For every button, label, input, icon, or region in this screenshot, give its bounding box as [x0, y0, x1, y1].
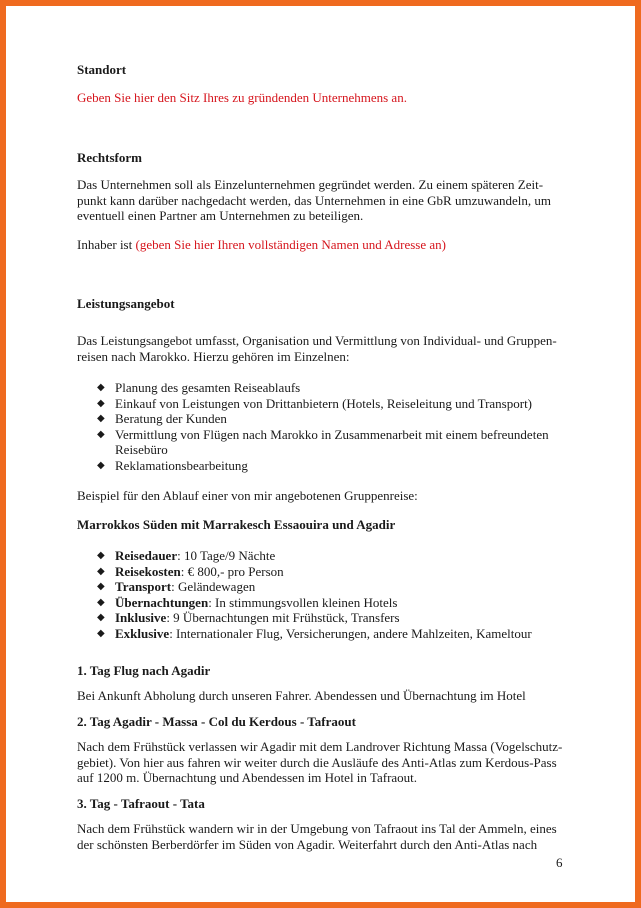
leistungsangebot-intro	[77, 333, 567, 364]
standort-instruction: Geben Sie hier den Sitz Ihres zu gründenden Unternehmens an.	[77, 90, 407, 105]
owner-line	[77, 237, 567, 253]
tour-title: Marrokkos Süden mit Marrakesch Essaouira und Agadir	[77, 517, 396, 532]
paragraph-line: der schönsten Berberdörfer im Süden von Agadir. Weiterfahrt durch den Anti-Atlas nach	[77, 836, 538, 852]
bullet-icon: ◆	[97, 397, 105, 409]
bullet-icon: ◆	[97, 565, 105, 577]
bullet-icon: ◆	[97, 581, 105, 592]
day-1-text	[77, 688, 567, 704]
bullet-icon: ◆	[97, 459, 105, 471]
bullet-icon: ◆	[97, 428, 105, 440]
list-item: ◆ Inklusive: 9 Übernachtungen mit Frühstück, Transfers	[97, 610, 400, 625]
day-3-heading: 3. Tag - Tafraout - Tata	[77, 796, 205, 811]
list-item: ◆ Reisekosten: € 800,- pro Person	[97, 563, 284, 579]
rechtsform-paragraph	[77, 177, 567, 224]
paragraph-line: Das Leistungsangebot umfasst, Organisation und Vermittlung von Individual- und Gruppen-	[77, 333, 557, 348]
rechtsform-heading: Rechtsform	[77, 150, 142, 165]
paragraph-line: reisen nach Marokko. Hierzu gehören im Einzelnen:	[77, 348, 350, 364]
list-item: ◆ Transport: Geländewagen	[97, 579, 256, 594]
paragraph-line: gebiet). Von hier aus fahren wir weiter durch die Ausläufe des Anti-Atlas zum Kerdous-Pass	[77, 754, 557, 770]
example-intro: Beispiel für den Ablauf einer von mir angebotenen Gruppenreise:	[77, 488, 418, 503]
standort-heading: Standort	[77, 62, 127, 77]
list-item: ◆ Planung des gesamten Reiseablaufs	[97, 380, 301, 395]
paragraph-line: Das Unternehmen soll als Einzelunternehmen gegründet werden. Zu einem späteren Zeit-	[77, 177, 544, 192]
tour-details-list	[77, 548, 567, 641]
list-item: ◆ Vermittlung von Flügen nach Marokko in Zusammenarbeit mit einem befreundeten Reisebüro	[97, 426, 549, 457]
day-2-heading: 2. Tag Agadir - Massa - Col du Kerdous - Tafraout	[77, 714, 356, 729]
list-item: ◆ Übernachtungen: In stimmungsvollen kleinen Hotels	[97, 594, 398, 610]
owner-prefix: Inhaber ist	[77, 237, 136, 252]
paragraph-line: punkt kann darüber nachgedacht werden, das Unternehmen in eine GbR umzuwandeln, um	[77, 192, 551, 208]
paragraph-line: Nach dem Frühstück verlassen wir Agadir mit dem Landrover Richtung Massa (Vogelschutz-	[77, 739, 563, 754]
paragraph-line: Nach dem Frühstück wandern wir in der Umgebung von Tafraout ins Tal der Ammeln, eines	[77, 821, 557, 836]
paragraph-line: Bei Ankunft Abholung durch unseren Fahrer. Abendessen und Übernachtung im Hotel	[77, 688, 526, 703]
bullet-icon: ◆	[97, 413, 105, 424]
list-item: ◆ Reisedauer: 10 Tage/9 Nächte	[97, 548, 276, 563]
list-item: ◆ Einkauf von Leistungen von Drittanbietern (Hotels, Reiseleitung und Transport)	[97, 395, 533, 411]
owner-instruction: (geben Sie hier Ihren vollständigen Namen und Adresse an)	[135, 237, 446, 252]
list-item: ◆ Reklamationsbearbeitung	[97, 457, 248, 473]
bullet-icon: ◆	[97, 382, 105, 393]
paragraph-line: auf 1200 m. Übernachtung und Abendessen im Hotel in Tafraout.	[77, 770, 418, 785]
paragraph-line: eventuell einen Partner am Unternehmen zu beteiligen.	[77, 208, 364, 223]
day-1-heading: 1. Tag Flug nach Agadir	[77, 663, 211, 678]
services-list	[77, 380, 567, 473]
bullet-icon: ◆	[97, 596, 105, 608]
list-item: ◆ Exklusive: Internationaler Flug, Versicherungen, andere Mahlzeiten, Kameltour	[97, 625, 532, 641]
bullet-icon: ◆	[97, 612, 105, 623]
day-2-text	[77, 739, 567, 786]
page-number: 6	[556, 855, 563, 870]
bullet-icon: ◆	[97, 627, 105, 639]
leistungsangebot-heading: Leistungsangebot	[77, 296, 175, 311]
bullet-icon: ◆	[97, 550, 105, 561]
list-item: ◆ Beratung der Kunden	[97, 411, 227, 426]
day-3-text	[77, 821, 567, 852]
